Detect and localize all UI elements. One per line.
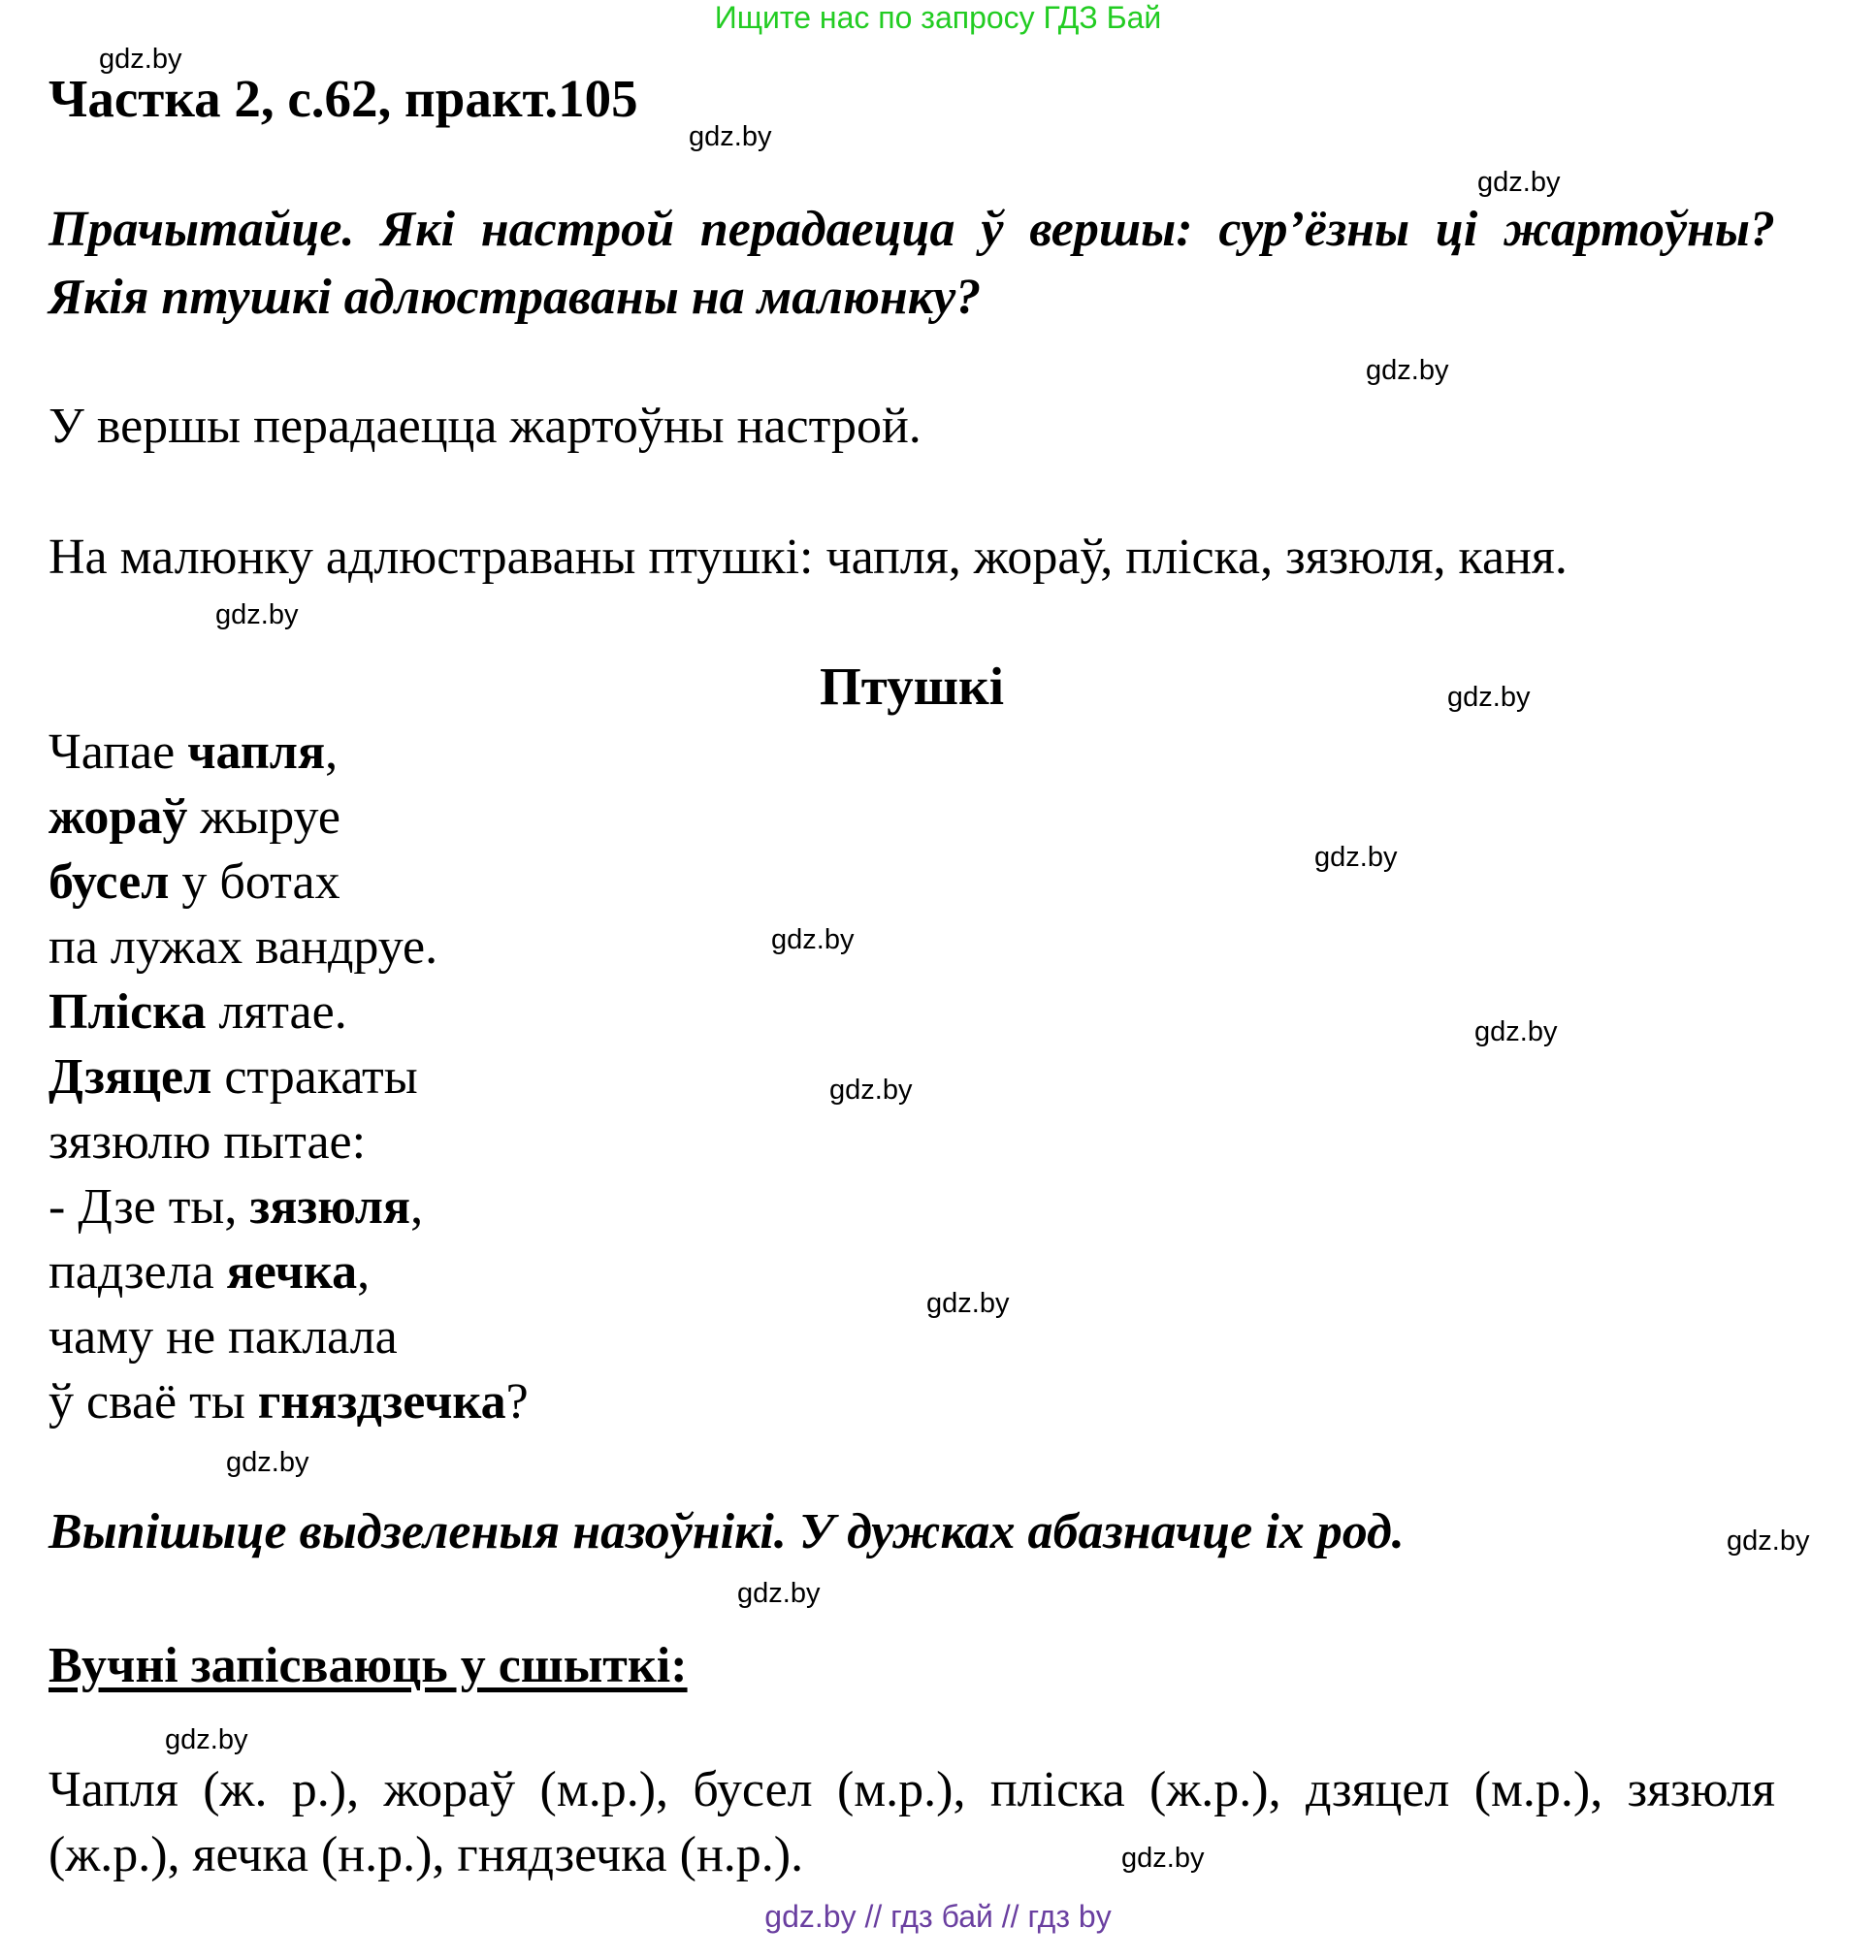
- watermark: gdz.by: [1121, 1843, 1205, 1874]
- highlighted-noun: Дзяцел: [49, 1049, 212, 1105]
- poem-line: [49, 1369, 529, 1434]
- poem-line: [49, 1044, 529, 1109]
- poem-text: ?: [505, 1374, 529, 1430]
- watermark: gdz.by: [829, 1075, 913, 1106]
- poem-text: стракаты: [211, 1049, 418, 1105]
- answer-mood: У вершы перадаецца жартоўны настрой.: [49, 399, 922, 454]
- poem-text: ,: [410, 1179, 424, 1235]
- poem-text: - Дзе ты,: [49, 1179, 250, 1235]
- watermark: gdz.by: [1314, 842, 1398, 873]
- poem-line: [49, 1239, 529, 1304]
- poem-line: [49, 850, 529, 915]
- watermark: gdz.by: [1366, 355, 1449, 386]
- poem-line: [49, 1109, 529, 1174]
- highlighted-noun: Пліска: [49, 984, 207, 1040]
- poem-text: падзела: [49, 1244, 227, 1300]
- poem-text: ў сваё ты: [49, 1374, 258, 1430]
- poem-text: лятае.: [206, 984, 347, 1040]
- answer-final: Чапля (ж. р.), жораў (м.р.), бусел (м.р.), пліска (ж.р.), дзяцел (м.р.), зязюля (ж.р.), яечка (н.р.), гнядзечка (н.р.).: [49, 1762, 1775, 1882]
- watermark: gdz.by: [99, 44, 182, 75]
- highlighted-noun: чапля: [187, 724, 326, 780]
- task-instruction-2: Выпішыце выдзеленыя назоўнікі. У дужках абазначце іх род.: [49, 1504, 1405, 1559]
- watermark: gdz.by: [226, 1447, 309, 1478]
- poem-text: чаму не паклала: [49, 1309, 398, 1365]
- highlighted-noun: зязюля: [249, 1179, 411, 1235]
- poem-line: [49, 980, 529, 1044]
- watermark: gdz.by: [926, 1288, 1010, 1319]
- poem-line: [49, 1174, 529, 1239]
- watermark: gdz.by: [1447, 682, 1531, 713]
- poem-text: зязюлю пытае:: [49, 1114, 367, 1170]
- watermark: gdz.by: [689, 121, 772, 152]
- page-title: Частка 2, с.62, практ.105: [49, 69, 638, 128]
- poem-line: [49, 720, 529, 785]
- poem-title: Птушкі: [820, 657, 1004, 716]
- poem-text: Чапае: [49, 724, 188, 780]
- poem-text: жыруе: [187, 789, 340, 845]
- watermark: gdz.by: [165, 1724, 248, 1755]
- watermark: gdz.by: [1477, 167, 1561, 198]
- footer-links: gdz.by // гдз бай // гдз by: [764, 1899, 1112, 1934]
- poem-text: ,: [325, 724, 339, 780]
- highlighted-noun: гняздзечка: [257, 1374, 506, 1430]
- notebook-heading: Вучні запісваюць у сшыткі:: [49, 1638, 688, 1693]
- poem: [49, 720, 529, 1434]
- task-instruction-1: Прачытайце. Які настрой перадаецца ў вершы: сур’ёзны ці жартоўны? Якія птушкі адлюстраваны на малюнку?: [49, 202, 1775, 325]
- highlighted-noun: жораў: [49, 789, 188, 845]
- answer-birds: На малюнку адлюстраваны птушкі: чапля, жораў, пліска, зязюля, каня.: [49, 530, 1568, 585]
- highlighted-noun: бусел: [49, 854, 170, 910]
- highlighted-noun: яечка: [226, 1244, 358, 1300]
- poem-line: [49, 1304, 529, 1369]
- poem-text: па лужах вандруе.: [49, 919, 438, 975]
- poem-line: [49, 785, 529, 850]
- poem-text: ,: [357, 1244, 371, 1300]
- watermark: gdz.by: [1474, 1016, 1558, 1047]
- watermark: gdz.by: [1727, 1526, 1810, 1557]
- search-banner: Ищите нас по запросу ГДЗ Бай: [714, 0, 1162, 35]
- watermark: gdz.by: [737, 1578, 821, 1609]
- watermark: gdz.by: [215, 599, 299, 630]
- poem-line: [49, 915, 529, 980]
- poem-text: у ботах: [169, 854, 340, 910]
- watermark: gdz.by: [771, 924, 855, 955]
